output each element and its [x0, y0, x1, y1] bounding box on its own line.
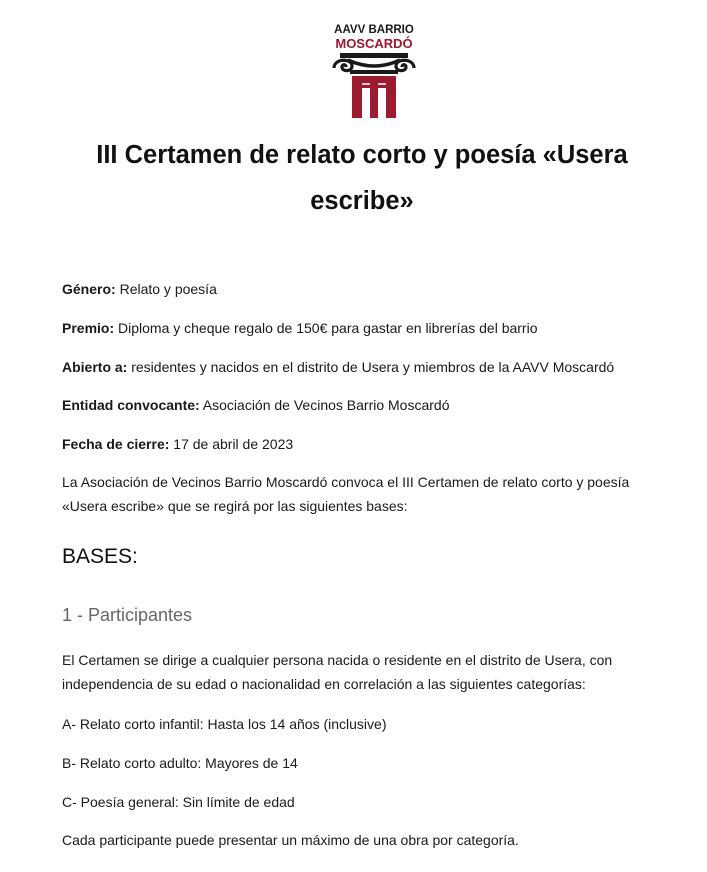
category-c: C- Poesía general: Sin límite de edad	[62, 794, 295, 810]
association-logo	[326, 22, 422, 126]
intro-line1: La Asociación de Vecinos Barrio Moscardó convoca el III Certamen de relato corto y poesía	[62, 474, 630, 490]
intro-paragraph	[62, 470, 672, 518]
info-prize	[62, 318, 538, 338]
info-label: Premio:	[62, 320, 115, 336]
bases-heading: BASES:	[62, 545, 138, 568]
info-label: Fecha de cierre:	[62, 436, 170, 452]
info-label: Entidad convocante:	[62, 397, 200, 413]
participants-line1: El Certamen se dirige a cualquier persona nacida o residente en el distrito de Usera, con	[62, 652, 613, 668]
closing-sentence: Cada participante puede presentar un máximo de una obra por categoría.	[62, 832, 519, 848]
intro-line2: «Usera escribe» que se regirá por las siguientes bases:	[62, 498, 408, 514]
info-genre	[62, 279, 217, 299]
info-organizer	[62, 395, 450, 415]
info-value: Asociación de Vecinos Barrio Moscardó	[199, 397, 450, 413]
info-open-to	[62, 357, 614, 377]
ionic-column-icon	[326, 22, 422, 126]
category-a: A- Relato corto infantil: Hasta los 14 años (inclusive)	[62, 716, 387, 732]
logo-line2: MOSCARDÓ	[335, 36, 413, 51]
info-value: 17 de abril de 2023	[169, 436, 294, 452]
title-line2: escribe»	[310, 187, 414, 215]
category-b: B- Relato corto adulto: Mayores de 14	[62, 755, 298, 771]
participants-paragraph	[62, 648, 672, 696]
participants-line2: independencia de su edad o nacionalidad en correlación a las siguientes categorías:	[62, 676, 586, 692]
section-participants-heading: 1 - Participantes	[62, 605, 193, 625]
info-value: Relato y poesía	[115, 281, 217, 297]
info-label: Abierto a:	[62, 359, 128, 375]
info-value: residentes y nacidos en el distrito de Usera y miembros de la AAVV Moscardó	[127, 359, 615, 375]
info-value: Diploma y cheque regalo de 150€ para gastar en librerías del barrio	[114, 320, 538, 336]
logo-line1: AAVV BARRIO	[334, 24, 414, 36]
info-label: Género:	[62, 281, 116, 297]
info-deadline	[62, 434, 293, 454]
document-title	[40, 132, 684, 224]
title-line1: III Certamen de relato corto y poesía «Usera	[96, 141, 628, 169]
